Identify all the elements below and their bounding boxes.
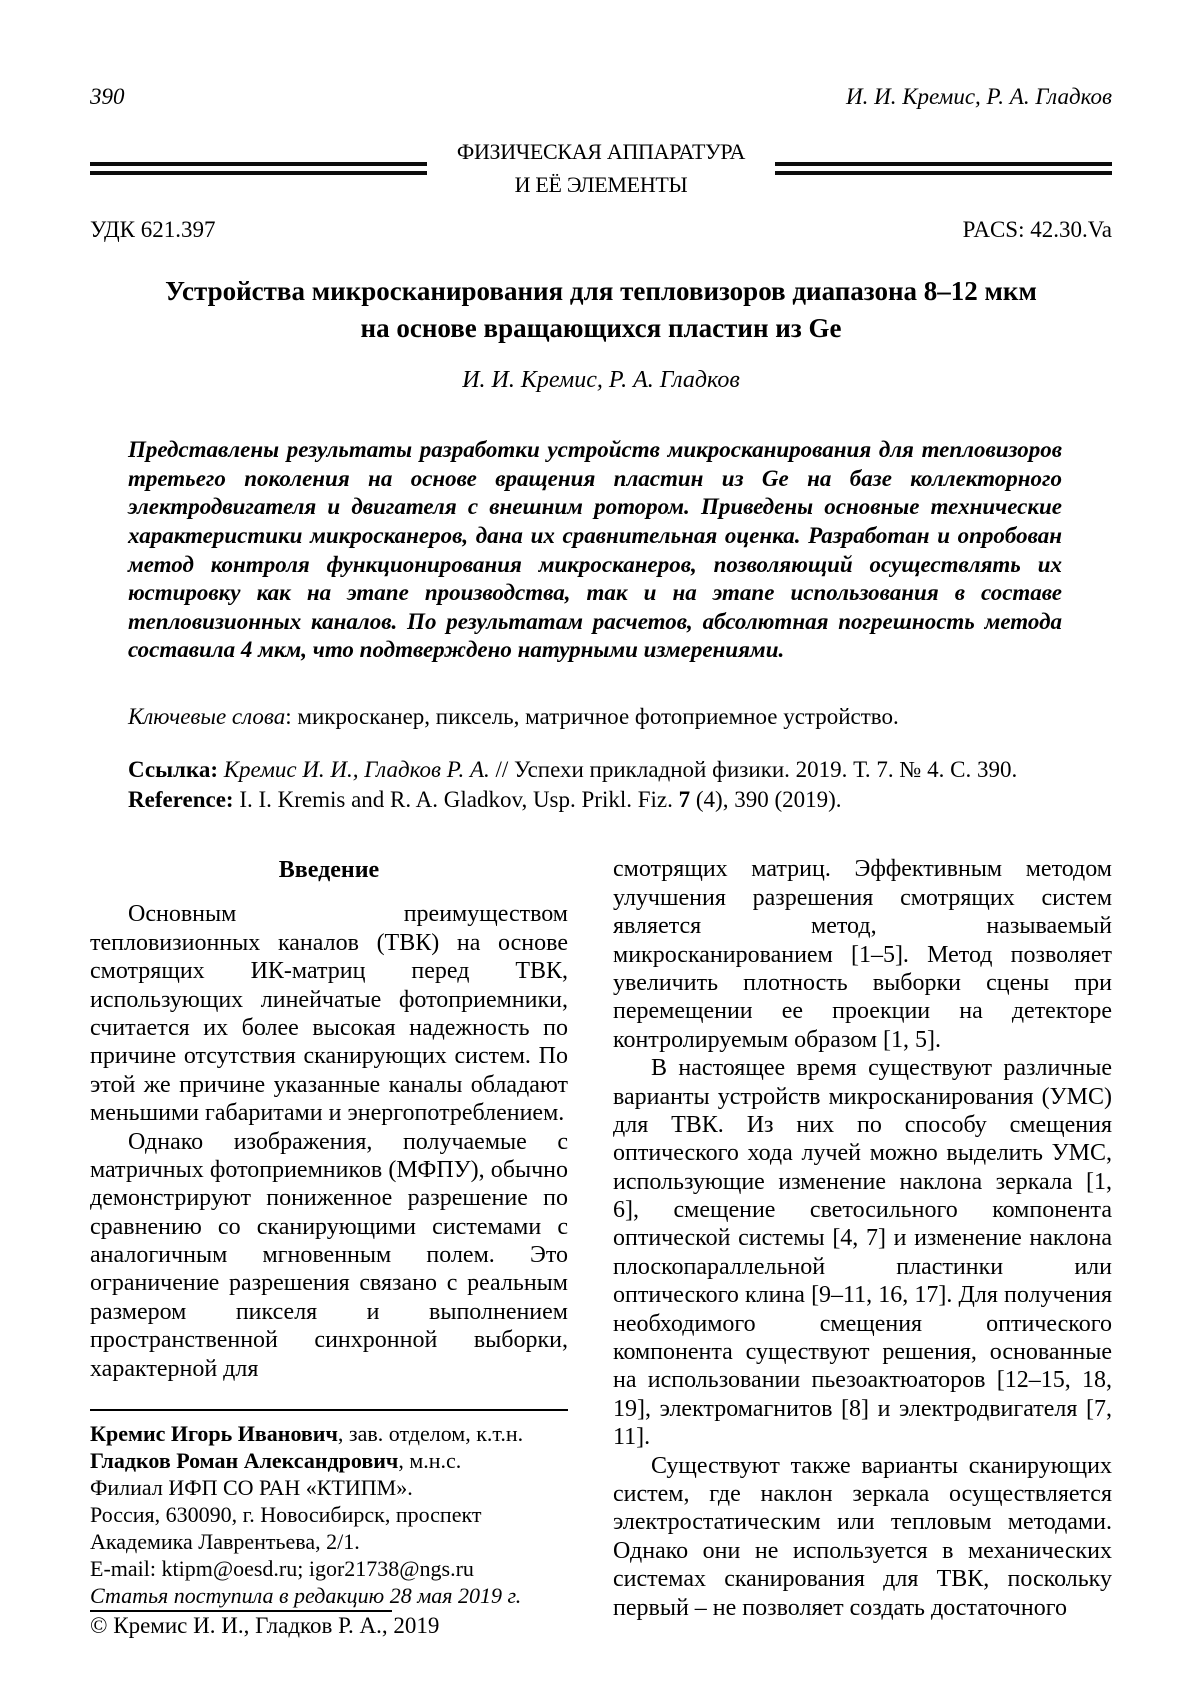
author-footnote — [90, 1409, 568, 1640]
section-banner-line2: И ЕЁ ЭЛЕМЕНТЫ — [514, 172, 688, 198]
citation-block — [128, 755, 1062, 816]
intro-right-paragraph-2: В настоящее время существуют различные варианты устройств микросканирования (УМС) для ТВК. Из них по способу смещения оптического хода лучей можно выделить УМС, использующие изменение наклона зеркала [1, 6], смещение светосильного компонента оптической системы [4, 7] и изменение наклона плоскопараллельной пластинки или оптического клина [9–11, 16, 17]. Для получения необходимого смещения оптического компонента существуют решения, основанные на использовании пьезоактюаторов [12–15, 18, 19], электромагнитов [8] и электродвигателя [7, 11]. — [613, 1055, 1112, 1451]
left-column — [90, 855, 568, 1639]
keywords-label: Ключевые слова — [128, 704, 286, 730]
copyright-line: © Кремис И. И., Гладков Р. А., 2019 — [90, 1612, 440, 1638]
citation-ru-label: Ссылка: — [128, 756, 219, 782]
footnote-address: Россия, 630090, г. Новосибирск, проспект Академика Лаврентьева, 2/1. — [90, 1501, 482, 1554]
two-column-body — [90, 855, 1112, 1639]
article-abstract: Представлены результаты разработки устройств микросканирования для тепловизоров третьего поколения на основе вращения пластин из Ge на базе коллекторного электродвигателя и двигателя с внешним ротором. Приведены основные технические характеристики микросканеров, дана их сравнительная оценка. Разработан и опробован метод контроля функционирования микросканеров, позволяющий осуществлять их юстировку как на этапе производства, так и на этапе использования в составе тепловизионных каналов. По результатам расчетов, абсолютная погрешность метода составила 4 мкм, что подтверждено натурными измерениями. — [128, 437, 1062, 663]
article-title-line1: Устройства микросканирования для тепловизоров диапазона 8–12 мкм — [165, 275, 1037, 306]
received-date-line: Статья поступила в редакцию 28 мая 2019 г. — [90, 1582, 522, 1608]
keywords-text: : микросканер, пиксель, матричное фотоприемное устройство. — [285, 704, 899, 730]
footnote-author-2-role: , м.н.с. — [398, 1447, 462, 1473]
citation-ru-source: // Успехи прикладной физики. 2019. Т. 7. № 4. С. 390. — [495, 756, 1018, 782]
column-gutter — [568, 855, 613, 1639]
right-column — [613, 855, 1112, 1639]
section-banner-line1: ФИЗИЧЕСКАЯ АППАРАТУРА — [456, 139, 746, 165]
keywords-line — [128, 703, 1062, 731]
intro-left-paragraph-2: Однако изображения, получаемые с матричных фотоприемников (МФПУ), обычно демонстрируют пониженное разрешение по сравнению со сканирующими системами с аналогичным мгновенным полем. Это ограничение разрешения связано с реальным размером пикселя и выполнением пространственной синхронной выборки, характерной для — [90, 1128, 568, 1382]
article-title — [90, 273, 1112, 348]
section-banner — [90, 135, 1112, 201]
citation-en-authors: I. I. Kremis and R. A. Gladkov, Usp. Prikl. Fiz. — [233, 787, 679, 813]
running-head — [90, 84, 1112, 109]
footnote-author-1 — [90, 1421, 568, 1448]
footnote-author-1-name: Кремис Игорь Иванович — [90, 1421, 338, 1447]
intro-left-paragraph-1: Основным преимуществом тепловизионных каналов (ТВК) на основе смотрящих ИК-матриц перед ТВК, использующих линейчатые фотоприемники, считается их более высокая надежность по причине отсутствия сканирующих систем. По этой же причине указанные каналы обладают меньшими габаритами и энергопотреблением. — [90, 901, 568, 1127]
classification-codes — [90, 217, 1112, 242]
footnote-author-2-name: Гладков Роман Александрович — [90, 1447, 399, 1473]
intro-right-paragraph-3: Существуют также варианты сканирующих систем, где наклон зеркала осуществляется электростатическим или тепловым методами. Однако они не используется в механических системах сканирования для ТВК, поскольку первый – не позволяет создать достаточного — [613, 1452, 1112, 1621]
section-banner-title — [427, 135, 775, 201]
citation-en — [128, 785, 1062, 815]
page-number: 390 — [90, 84, 125, 109]
footnote-email: E-mail: ktipm@oesd.ru; igor21738@ngs.ru — [90, 1555, 474, 1581]
intro-right-paragraph-1: смотрящих матриц. Эффективным методом улучшения разрешения смотрящих систем является метод, называемый микросканированием [1–5]. Метод позволяет увеличить плотность выборки сцены при перемещении ее проекции на детекторе контролируемым образом [1, 5]. — [613, 856, 1112, 1053]
citation-en-label: Reference: — [128, 787, 234, 813]
banner-left-rule — [90, 162, 427, 175]
article-authors: И. И. Кремис, Р. А. Гладков — [462, 367, 740, 394]
running-authors: И. И. Кремис, Р. А. Гладков — [846, 84, 1112, 109]
footnote-affiliation: Филиал ИФП СО РАН «КТИПМ». — [90, 1474, 413, 1500]
footnote-author-1-role: , зав. отделом, к.т.н. — [337, 1421, 524, 1447]
citation-ru — [128, 755, 1062, 785]
intro-heading: Введение — [278, 857, 380, 884]
citation-ru-authors: Кремис И. И., Гладков Р. А. — [218, 756, 496, 782]
banner-right-rule — [775, 162, 1112, 175]
footnote-author-2 — [90, 1448, 568, 1475]
citation-en-volume: 7 — [678, 787, 691, 813]
pacs-code: PACS: 42.30.Va — [962, 217, 1112, 243]
udk-code: УДК 621.397 — [90, 217, 216, 243]
article-title-line2: на основе вращающихся пластин из Ge — [360, 312, 842, 343]
citation-en-issue: (4), 390 (2019). — [690, 787, 842, 813]
